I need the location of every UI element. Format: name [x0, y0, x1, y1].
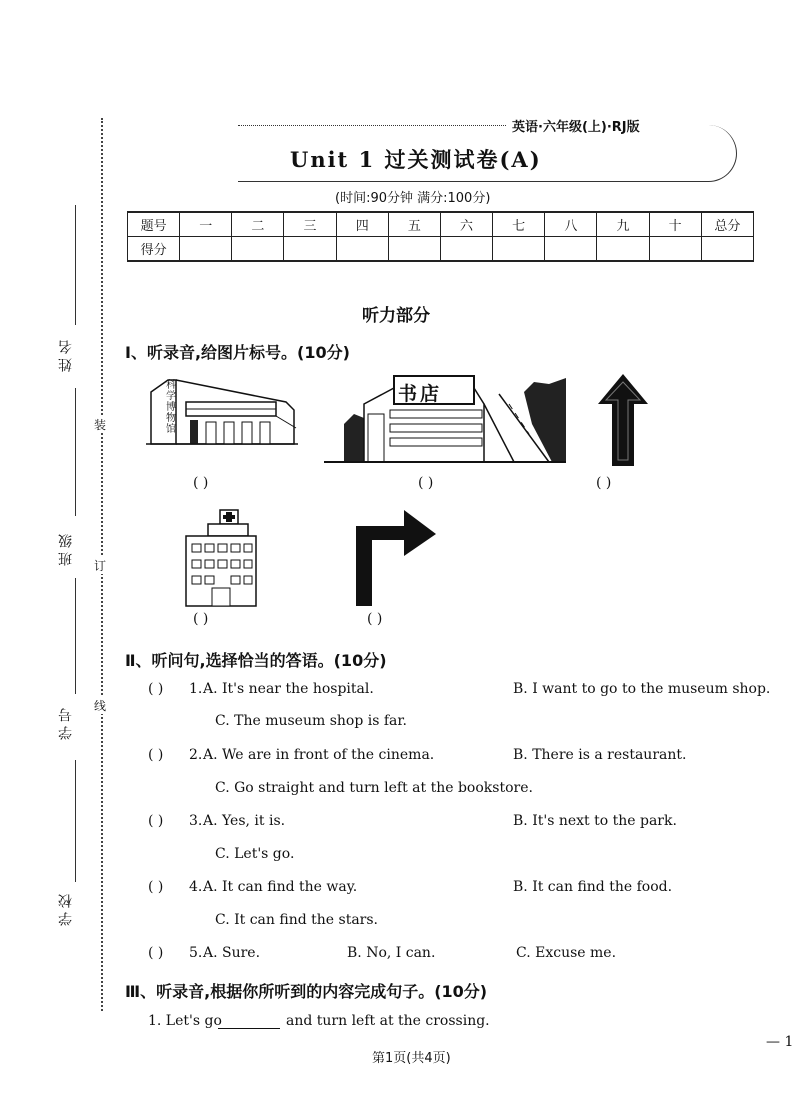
header-baseline: [238, 181, 678, 182]
fill-sentence-end: and turn left at the crossing.: [286, 1013, 490, 1029]
score-cell[interactable]: [440, 237, 492, 262]
option-b: B. I want to go to the museum shop.: [513, 681, 771, 697]
header-rule-left: [238, 125, 506, 126]
bookstore-sign: 书店: [398, 383, 443, 405]
score-cell[interactable]: [701, 237, 753, 262]
score-cell[interactable]: [597, 237, 649, 262]
school-label: 学校: [58, 890, 74, 926]
option-c: C. Excuse me.: [516, 945, 617, 961]
hospital-picture: [180, 508, 260, 608]
table-cell: 得分: [128, 237, 180, 262]
table-cell: 九: [597, 212, 649, 237]
binding-mark-ding: 订: [94, 559, 107, 573]
answer-paren[interactable]: ( ): [418, 475, 434, 491]
answer-paren[interactable]: ( ): [148, 747, 164, 763]
number-line: [75, 578, 76, 694]
question-number: 1.: [189, 681, 203, 697]
question-number: 3.: [189, 813, 203, 829]
bookstore-picture: [324, 374, 566, 466]
score-cell[interactable]: [493, 237, 545, 262]
table-cell: 五: [388, 212, 440, 237]
answer-paren[interactable]: ( ): [193, 611, 209, 627]
section3-heading: Ⅲ、听录音,根据你所听到的内容完成句子。(10分): [125, 982, 488, 1001]
score-cell[interactable]: [388, 237, 440, 262]
option-c: C. It can find the stars.: [215, 912, 379, 928]
score-cell[interactable]: [336, 237, 388, 262]
option-b: B. No, I can.: [347, 945, 436, 961]
table-cell: 三: [284, 212, 336, 237]
score-table-header-row: [128, 212, 754, 237]
name-label: 姓名: [58, 336, 74, 372]
answer-paren[interactable]: ( ): [596, 475, 612, 491]
answer-paren[interactable]: ( ): [148, 879, 164, 895]
table-cell: 一: [180, 212, 232, 237]
table-cell: 六: [440, 212, 492, 237]
class-label: 班级: [58, 530, 74, 566]
binding-mark-xian: 线: [94, 699, 107, 713]
part-title: 听力部分: [362, 306, 430, 326]
answer-paren[interactable]: ( ): [367, 611, 383, 627]
fill-sentence-start: 1. Let's go: [148, 1013, 222, 1029]
option-a: A. It's near the hospital.: [203, 681, 374, 697]
table-cell: 七: [493, 212, 545, 237]
table-cell: 二: [232, 212, 284, 237]
answer-paren[interactable]: ( ): [148, 945, 164, 961]
score-cell[interactable]: [649, 237, 701, 262]
page-title: Unit 1 过关测试卷(A): [290, 147, 542, 172]
page-number: 第1页(共4页): [372, 1051, 451, 1066]
answer-paren[interactable]: ( ): [148, 813, 164, 829]
table-cell: 十: [649, 212, 701, 237]
table-cell: 八: [545, 212, 597, 237]
score-table: [127, 211, 754, 262]
option-c: C. Go straight and turn left at the bookstore.: [215, 780, 533, 796]
museum-sign: 科学博物馆: [166, 380, 176, 435]
score-cell[interactable]: [545, 237, 597, 262]
section1-heading: Ⅰ、听录音,给图片标号。(10分): [125, 343, 350, 362]
exam-info: (时间:90分钟 满分:100分): [335, 191, 491, 206]
number-label: 学号: [58, 704, 74, 740]
question-number: 5.: [189, 945, 203, 961]
class-line: [75, 388, 76, 516]
score-table-score-row: [128, 237, 754, 262]
option-b: B. There is a restaurant.: [513, 747, 687, 763]
go-straight-arrow-icon: [596, 372, 650, 468]
turn-right-arrow-icon: [354, 508, 438, 608]
section2-heading: Ⅱ、听问句,选择恰当的答语。(10分): [125, 651, 387, 670]
binding-mark-zhuang: 装: [94, 418, 107, 432]
option-c: C. The museum shop is far.: [215, 713, 407, 729]
option-a: A. We are in front of the cinema.: [203, 747, 435, 763]
answer-paren[interactable]: ( ): [193, 475, 209, 491]
fill-blank[interactable]: [218, 1028, 280, 1029]
table-cell: 四: [336, 212, 388, 237]
option-c: C. Let's go.: [215, 846, 295, 862]
option-b: B. It's next to the park.: [513, 813, 677, 829]
series-label: 英语·六年级(上)·RJ版: [512, 120, 640, 135]
question-number: 2.: [189, 747, 203, 763]
question-number: 4.: [189, 879, 203, 895]
score-cell[interactable]: [232, 237, 284, 262]
score-cell[interactable]: [180, 237, 232, 262]
table-cell: 总分: [701, 212, 753, 237]
option-a: A. It can find the way.: [203, 879, 358, 895]
answer-paren[interactable]: ( ): [148, 681, 164, 697]
side-page-mark: — 1: [766, 1034, 794, 1050]
table-cell: 题号: [128, 212, 180, 237]
option-a: A. Yes, it is.: [203, 813, 286, 829]
name-line: [75, 205, 76, 325]
option-b: B. It can find the food.: [513, 879, 673, 895]
option-a: A. Sure.: [203, 945, 261, 961]
score-cell[interactable]: [284, 237, 336, 262]
school-line: [75, 760, 76, 882]
